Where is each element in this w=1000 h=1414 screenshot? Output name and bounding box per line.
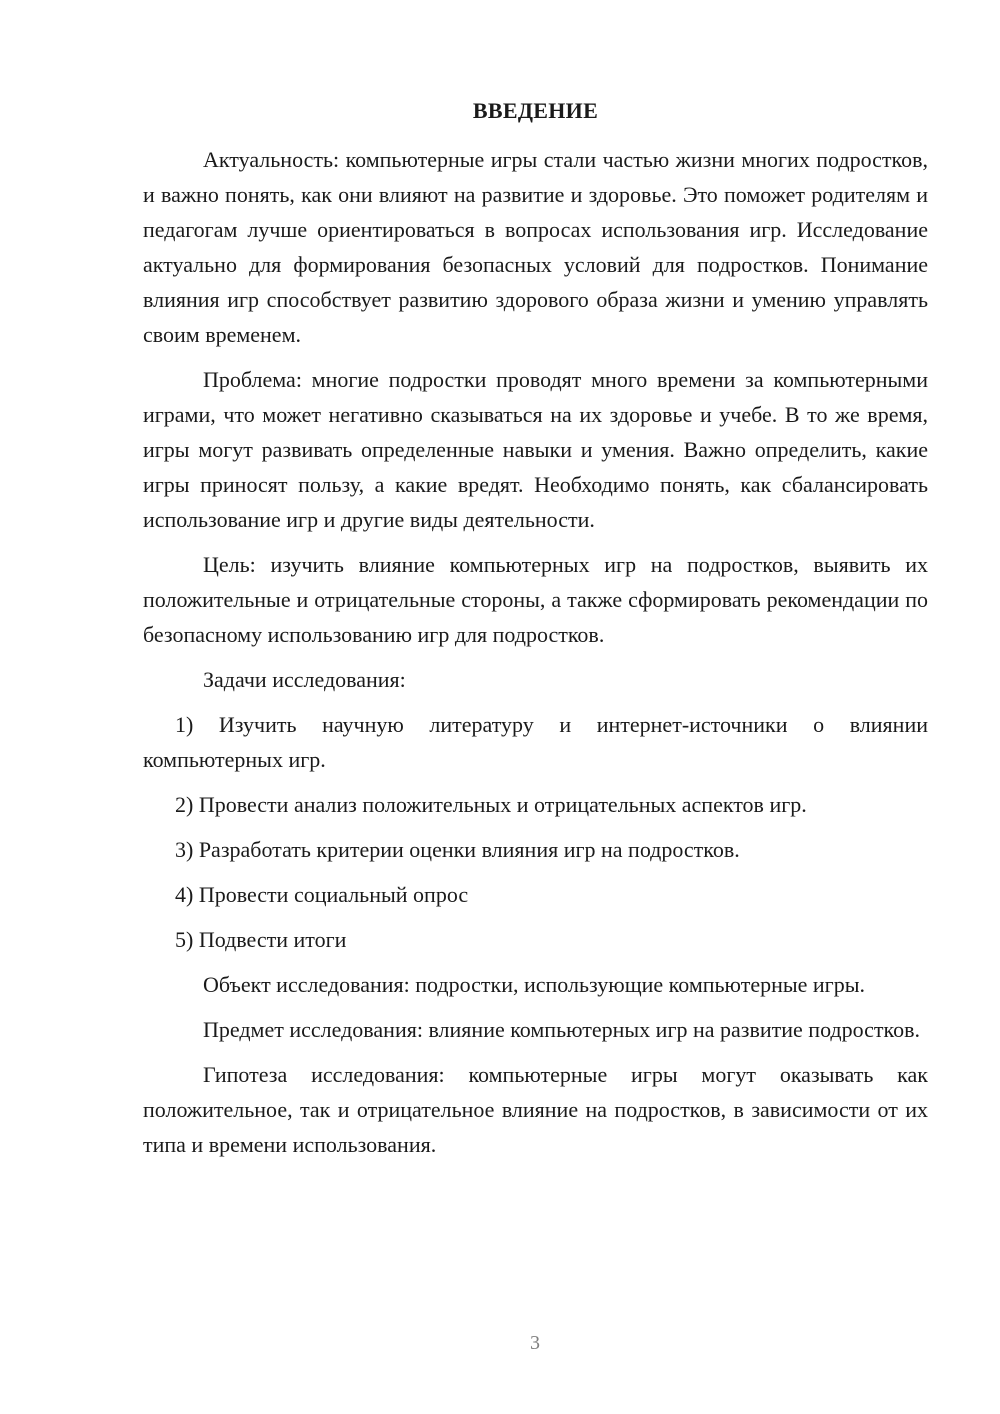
task-item-2: 2) Провести анализ положительных и отрицательных аспектов игр. (175, 792, 807, 817)
paragraph-problem: Проблема: многие подростки проводят много времени за компьютерными играми, что может негативно сказываться на их здоровье и учебе. В то же время, игры могут развивать определенные навыки и умения. Важно определить, какие игры приносят пользу, а какие вредят. Необходимо понять, как сбалансировать использование игр и другие виды деятельности. (143, 367, 928, 532)
paragraph-goal: Цель: изучить влияние компьютерных игр на подростков, выявить их положительные и отрицательные стороны, а также сформировать рекомендации по безопасному использованию игр для подростков. (143, 552, 928, 647)
body-text (143, 142, 928, 1172)
task-item-1: 1) Изучить научную литературу и интернет-источники о влиянии компьютерных игр. (143, 712, 928, 772)
task-item-3: 3) Разработать критерии оценки влияния игр на подростков. (175, 837, 740, 862)
paragraph-relevance: Актуальность: компьютерные игры стали частью жизни многих подростков, и важно понять, как они влияют на развитие и здоровье. Это поможет родителям и педагогам лучше ориентироваться в вопросах использования игр. Исследование актуально для формирования безопасных условий для подростков. Понимание влияния игр способствует развитию здорового образа жизни и умению управлять своим временем. (143, 147, 928, 347)
page-title: ВВЕДЕНИЕ (472, 98, 599, 123)
page-number: 3 (530, 1332, 540, 1354)
task-item-5: 5) Подвести итоги (175, 927, 347, 952)
paragraph-hypothesis: Гипотеза исследования: компьютерные игры могут оказывать как положительное, так и отрицательное влияние на подростков, в зависимости от их типа и времени использования. (143, 1062, 928, 1157)
task-item-4: 4) Провести социальный опрос (175, 882, 469, 907)
tasks-heading: Задачи исследования: (203, 667, 406, 692)
paragraph-object: Объект исследования: подростки, использующие компьютерные игры. (203, 972, 865, 997)
paragraph-subject: Предмет исследования: влияние компьютерных игр на развитие подростков. (203, 1017, 921, 1042)
